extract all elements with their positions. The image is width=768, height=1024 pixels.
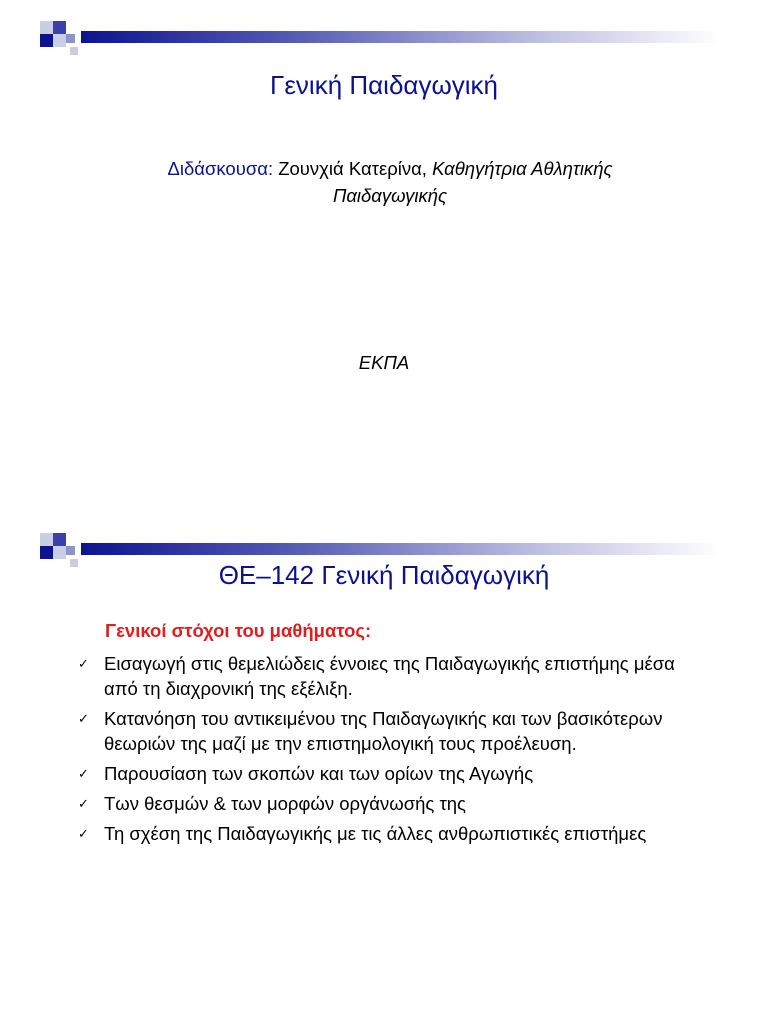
checkmark-icon: ✓	[78, 766, 89, 781]
instructor-role-line1: Καθηγήτρια Αθλητικής	[432, 158, 613, 179]
slide-title: Γενική Παιδαγωγική	[270, 70, 498, 100]
instructor-role-line2: Παιδαγωγικής	[332, 185, 448, 206]
objectives-heading: Γενικοί στόχοι του μαθήματος:	[105, 620, 372, 641]
institution: ΕΚΠΑ	[358, 352, 410, 373]
checkmark-icon: ✓	[78, 826, 89, 841]
checkmark-icon: ✓	[78, 656, 89, 671]
list-item: ✓ Των θεσμών & των μορφών οργάνωσής της	[78, 793, 466, 814]
header-decoration	[40, 21, 720, 55]
instructor-label: Διδάσκουσα:	[167, 158, 274, 179]
slide-title: ΘΕ–142 Γενική Παιδαγωγική	[218, 560, 550, 590]
instructor-name: Ζουνχιά Κατερίνα,	[278, 158, 427, 179]
checkmark-icon: ✓	[78, 796, 89, 811]
gradient-bar	[81, 31, 720, 43]
checkmark-icon: ✓	[78, 711, 89, 726]
list-item: ✓ Τη σχέση της Παιδαγωγικής με τις άλλες ανθρωπιστικές επιστήμες	[78, 823, 647, 844]
slide-2	[0, 512, 768, 1024]
list-item: ✓ Κατανόηση του αντικειμένου της Παιδαγωγικής και των βασικότερων θεωριών της μαζί με την επιστημολογική τους προέλευση.	[78, 708, 663, 754]
gradient-bar	[81, 543, 720, 555]
list-item: ✓ Παρουσίαση των σκοπών και των ορίων της Αγωγής	[78, 763, 534, 784]
list-item: ✓ Εισαγωγή στις θεμελιώδεις έννοιες της Παιδαγωγικής επιστήμης μέσα από τη διαχρονική της εξέλιξη.	[78, 653, 675, 699]
objectives-list	[0, 651, 768, 851]
instructor-block	[110, 155, 670, 209]
